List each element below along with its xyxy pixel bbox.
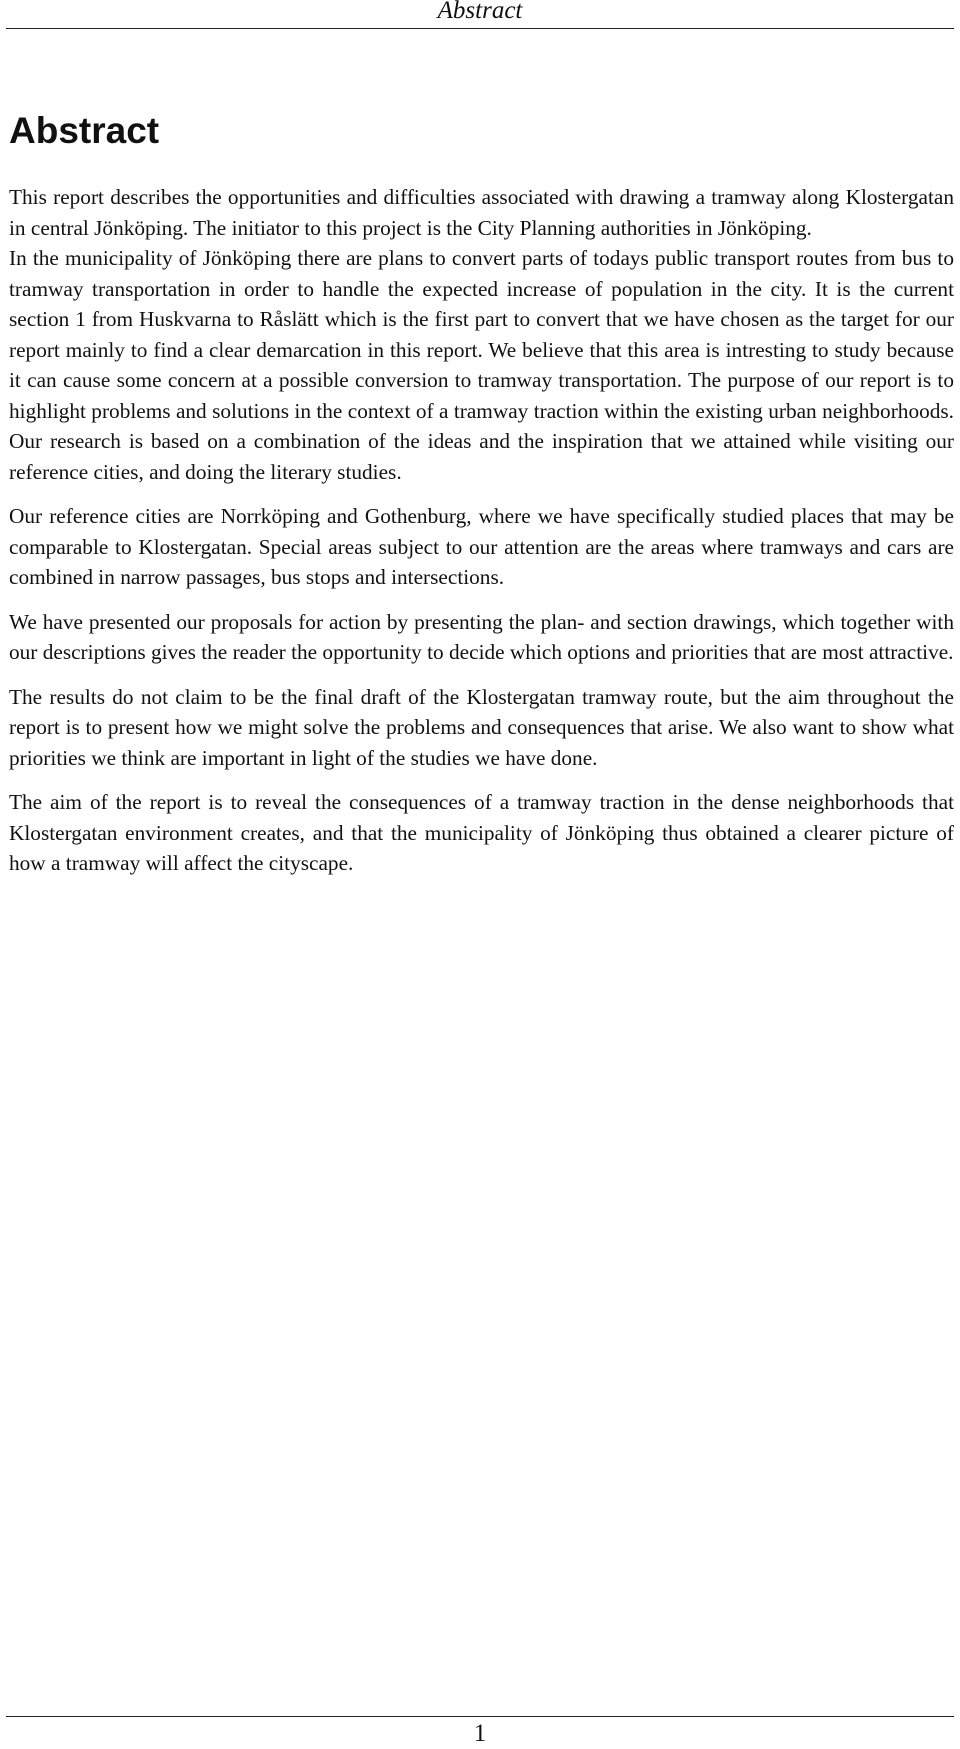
paragraph-intro: This report describes the opportunities and difficulties associated with drawing a tramway along Klostergatan in central Jönköping. The initiator to this project is the City Planning authorities in Jönköping. <box>9 185 954 240</box>
paragraph-reference-cities: Our reference cities are Norrköping and Gothenburg, where we have specifically studied places that may be comparable to Klostergatan. Special areas subject to our attention are the areas where tramways and cars are combined in narrow passages, bus stops and intersections. <box>9 504 954 589</box>
document-body <box>9 108 954 893</box>
paragraph-aim: The aim of the report is to reveal the consequences of a tramway traction in the dense neighborhoods that Klostergatan environment creates, and that the municipality of Jönköping thus obtained a clearer picture of how a tramway will affect the cityscape. <box>9 790 954 875</box>
running-header: Abstract <box>6 0 954 29</box>
paragraph-municipality-plans: In the municipality of Jönköping there are plans to convert parts of todays public transport routes from bus to tramway transportation in order to handle the expected increase of population in the city. It is the current section 1 from Huskvarna to Råslätt which is the first part to convert that we have chosen as the target for our report mainly to find a clear demarcation in this report. We believe that this area is intresting to study because it can cause some concern at a possible conversion to tramway transportation. The purpose of our report is to highlight problems and solutions in the context of a tramway traction within the existing urban neighborhoods. Our research is based on a combination of the ideas and the inspiration that we attained while visiting our reference cities, and doing the literary studies. <box>9 246 954 484</box>
page-title: Abstract <box>9 110 160 151</box>
paragraph-proposals: We have presented our proposals for action by presenting the plan- and section drawings, which together with our descriptions gives the reader the opportunity to decide which options and priorities that are most attractive. <box>9 609 954 664</box>
page-number: 1 <box>6 1716 954 1749</box>
paragraph-results: The results do not claim to be the final draft of the Klostergatan tramway route, but the aim throughout the report is to present how we might solve the problems and consequences that arise. We also want to show what priorities we think are important in light of the studies we have done. <box>9 684 954 770</box>
